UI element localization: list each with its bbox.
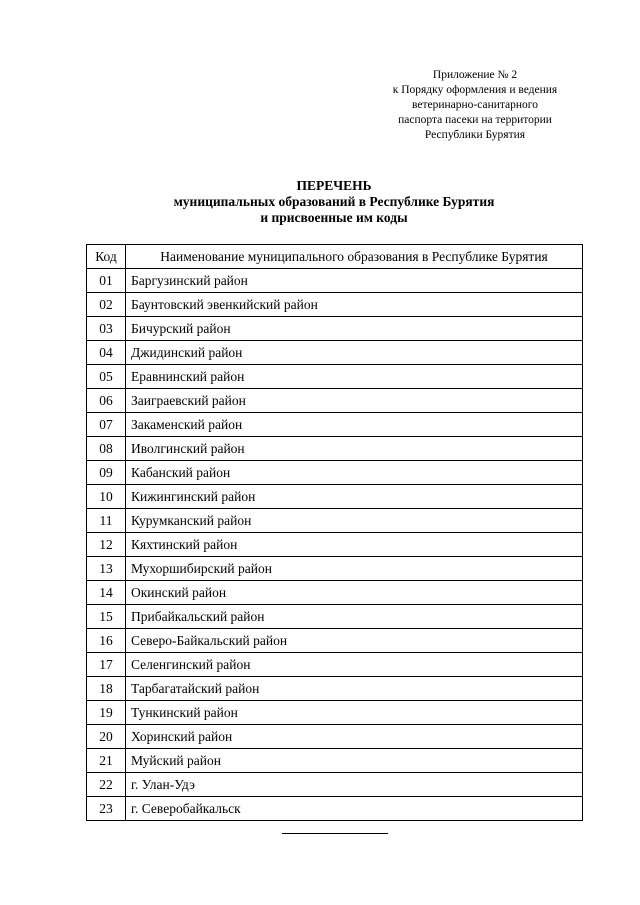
row-code: 05 xyxy=(87,365,126,389)
table-body xyxy=(87,269,583,821)
table-row xyxy=(87,629,583,653)
title-line-1: ПЕРЕЧЕНЬ xyxy=(296,178,372,193)
table-row xyxy=(87,293,583,317)
row-code: 09 xyxy=(87,461,126,485)
row-code: 20 xyxy=(87,725,126,749)
table-row xyxy=(87,269,583,293)
table-row xyxy=(87,365,583,389)
row-code: 13 xyxy=(87,557,126,581)
row-code: 15 xyxy=(87,605,126,629)
row-name: Баргузинский район xyxy=(126,269,583,293)
row-name: Заиграевский район xyxy=(126,389,583,413)
row-name: Иволгинский район xyxy=(126,437,583,461)
table-header-row xyxy=(87,245,583,269)
table-row xyxy=(87,509,583,533)
row-code: 01 xyxy=(87,269,126,293)
appendix-line: ветеринарно-санитарного xyxy=(411,99,538,111)
table-row xyxy=(87,485,583,509)
row-name: Бичурский район xyxy=(126,317,583,341)
appendix-line: к Порядку оформления и ведения xyxy=(392,84,558,96)
row-name: Мухоршибирский район xyxy=(126,557,583,581)
table-row xyxy=(87,389,583,413)
table-row xyxy=(87,701,583,725)
row-code: 17 xyxy=(87,653,126,677)
row-name: Северо-Байкальский район xyxy=(126,629,583,653)
row-name: Кяхтинский район xyxy=(126,533,583,557)
title-line-2: муниципальных образований в Республике Бурятия xyxy=(173,194,495,209)
row-name: Тарбагатайский район xyxy=(126,677,583,701)
document-title xyxy=(86,178,582,226)
end-divider xyxy=(282,833,388,834)
table-row xyxy=(87,653,583,677)
appendix-line: Республики Бурятия xyxy=(424,129,526,141)
table-row xyxy=(87,581,583,605)
table-row xyxy=(87,677,583,701)
row-name: Тункинский район xyxy=(126,701,583,725)
row-code: 07 xyxy=(87,413,126,437)
row-name: Курумканский район xyxy=(126,509,583,533)
row-code: 19 xyxy=(87,701,126,725)
municipality-codes-table xyxy=(86,244,583,821)
appendix-line: паспорта пасеки на территории xyxy=(398,114,552,126)
row-name: Хоринский район xyxy=(126,725,583,749)
table-row xyxy=(87,725,583,749)
header-code: Код xyxy=(87,245,126,269)
row-code: 16 xyxy=(87,629,126,653)
header-name: Наименование муниципального образования в Республике Бурятия xyxy=(126,245,583,269)
row-code: 12 xyxy=(87,533,126,557)
row-code: 03 xyxy=(87,317,126,341)
table-row xyxy=(87,773,583,797)
table-row xyxy=(87,461,583,485)
row-code: 14 xyxy=(87,581,126,605)
row-code: 23 xyxy=(87,797,126,821)
table-row xyxy=(87,557,583,581)
row-name: Баунтовский эвенкийский район xyxy=(126,293,583,317)
row-name: Прибайкальский район xyxy=(126,605,583,629)
row-name: Джидинский район xyxy=(126,341,583,365)
table-row xyxy=(87,341,583,365)
row-name: Еравнинский район xyxy=(126,365,583,389)
table-row xyxy=(87,749,583,773)
appendix-line: Приложение № 2 xyxy=(432,69,518,81)
table-row xyxy=(87,797,583,821)
table-row xyxy=(87,413,583,437)
row-name: Муйский район xyxy=(126,749,583,773)
table-row xyxy=(87,605,583,629)
row-name: г. Улан-Удэ xyxy=(126,773,583,797)
row-name: Кабанский район xyxy=(126,461,583,485)
row-name: г. Северобайкальск xyxy=(126,797,583,821)
row-code: 10 xyxy=(87,485,126,509)
row-name: Кижингинский район xyxy=(126,485,583,509)
row-code: 04 xyxy=(87,341,126,365)
title-line-3: и присвоенные им коды xyxy=(260,210,408,225)
appendix-note xyxy=(368,68,582,143)
row-code: 21 xyxy=(87,749,126,773)
row-code: 11 xyxy=(87,509,126,533)
row-code: 06 xyxy=(87,389,126,413)
table-row xyxy=(87,317,583,341)
row-name: Окинский район xyxy=(126,581,583,605)
row-code: 18 xyxy=(87,677,126,701)
row-code: 08 xyxy=(87,437,126,461)
row-name: Селенгинский район xyxy=(126,653,583,677)
row-code: 02 xyxy=(87,293,126,317)
row-code: 22 xyxy=(87,773,126,797)
table-row xyxy=(87,533,583,557)
row-name: Закаменский район xyxy=(126,413,583,437)
table-row xyxy=(87,437,583,461)
